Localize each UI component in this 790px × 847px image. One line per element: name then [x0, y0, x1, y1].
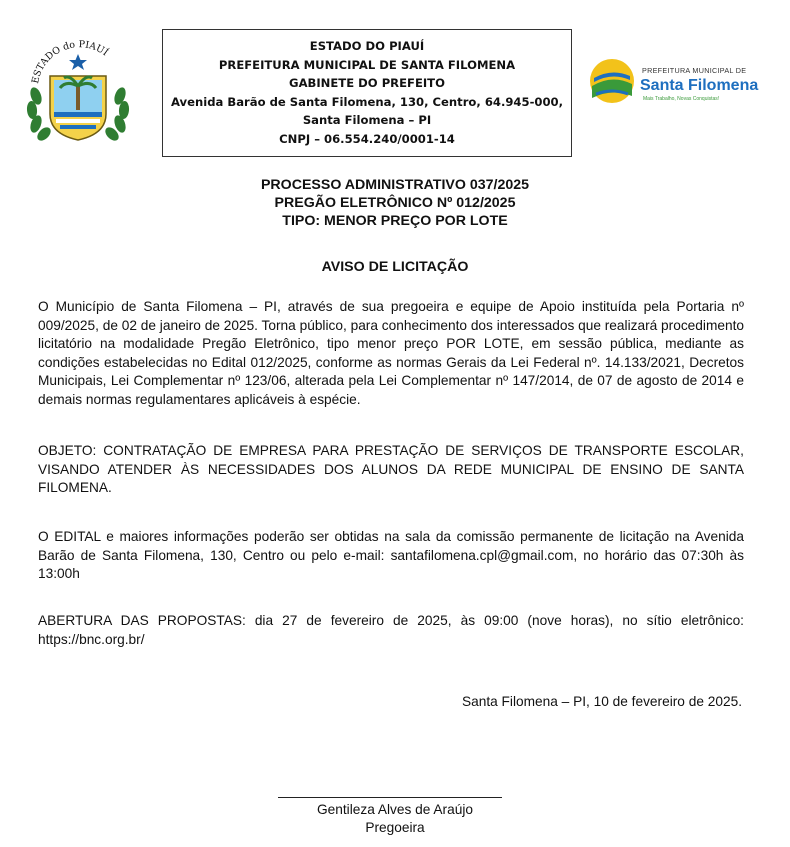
logo-name: Santa Filomena — [640, 77, 759, 94]
header-line: PREFEITURA MUNICIPAL DE SANTA FILOMENA — [218, 57, 516, 72]
header-line: GABINETE DO PREFEITO — [289, 76, 445, 91]
intro-paragraph: O Município de Santa Filomena – PI, através de sua pregoeira e equipe de Apoio instituída pela Portaria nº 009/2025, de 02 de janeiro de 2025. Torna público, para conhecimento dos interessados que realizará procedimento licitatório na modalidade Pregão Eletrônico, tipo menor preço POR LOTE, em sessão pública, mediante as condições estabelecidas no Edital 012/2025, conforme as normas Gerais da Lei Federal nº. 14.133/2021, Decretos Municipais, Lei Complementar nº 123/06, alterada pela Lei Complementar nº 147/2014, de 07 de agosto de 2014 e demais normas regulamentares aplicáveis à espécie. — [38, 299, 744, 407]
header-box — [162, 29, 572, 157]
process-title-line: PREGÃO ELETRÔNICO Nº 012/2025 — [274, 195, 516, 211]
header-line: Santa Filomena – PI — [302, 113, 432, 128]
municipality-logo — [588, 56, 760, 106]
date-line: Santa Filomena – PI, 10 de fevereiro de 2025. — [461, 694, 742, 709]
edital-info-paragraph: O EDITAL e maiores informações poderão ser obtidas na sala da comissão permanente de licitação na Avenida Barão de Santa Filomena, 130, Centro ou pelo e-mail: santafilomena.cpl@gmail.com, no horário das 07:30h às 13:00h — [38, 529, 744, 581]
notice-title: AVISO DE LICITAÇÃO — [321, 259, 469, 275]
object-paragraph: OBJETO: CONTRATAÇÃO DE EMPRESA PARA PRESTAÇÃO DE SERVIÇOS DE TRANSPORTE ESCOLAR, VISANDO ATENDER ÀS NECESSIDADES DOS ALUNOS DA REDE MUNICIPAL DE ENSINO DE SANTA FILOMENA. — [38, 443, 744, 495]
process-titles — [0, 176, 790, 230]
opening-paragraph: ABERTURA DAS PROPOSTAS: dia 27 de fevereiro de 2025, às 09:00 (nove horas), no sítio eletrônico: https://bnc.org.br/ — [38, 613, 744, 647]
process-title-line: PROCESSO ADMINISTRATIVO 037/2025 — [260, 177, 530, 193]
header-line: Avenida Barão de Santa Filomena, 130, Centro, 64.945-000, — [171, 94, 563, 109]
header-line: ESTADO DO PIAUÍ — [309, 39, 425, 53]
state-coat-of-arms — [22, 34, 134, 146]
signer-name: Gentileza Alves de Araújo — [317, 802, 473, 817]
signature-block — [0, 801, 790, 837]
logo-slogan: Mais Trabalho, Novas Conquistas! — [643, 96, 720, 102]
coat-arc-text: ESTADO do PIAUÍ — [30, 39, 111, 85]
logo-top-text: PREFEITURA MUNICIPAL DE — [642, 66, 747, 75]
header-line: CNPJ – 06.554.240/0001-14 — [279, 131, 455, 146]
signer-role: Pregoeira — [365, 820, 425, 835]
signature-line — [278, 797, 502, 798]
process-title-line: TIPO: MENOR PREÇO POR LOTE — [282, 213, 508, 229]
